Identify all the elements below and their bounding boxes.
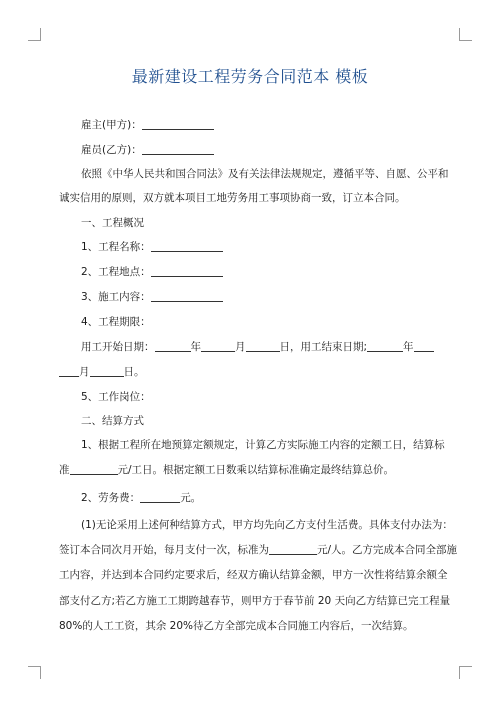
corner-mark-top-left	[28, 28, 41, 41]
settlement-text: 元/工日。根据定额工日数乘以结算标准确定最终结算总价。	[117, 464, 395, 476]
labor-fee-blank[interactable]	[140, 491, 180, 503]
day-label: 日	[279, 341, 290, 353]
period-start-label: 用工开始日期：	[81, 341, 155, 353]
section-2-heading: 二、结算方式	[81, 415, 144, 427]
payment-line-2	[59, 543, 458, 557]
employee-label: 雇员(乙方)：	[81, 144, 142, 156]
year-label-end: 年	[403, 341, 414, 353]
settlement-prefix: 准	[59, 464, 70, 476]
corner-mark-bottom-right	[459, 666, 472, 679]
intro-line-1: 依照《中华人民共和国合同法》及有关法律法规规定，遵循平等、自愿、公平和	[81, 168, 449, 180]
employer-blank[interactable]	[142, 118, 214, 130]
employee-blank[interactable]	[142, 143, 214, 155]
end-year-blank[interactable]	[367, 340, 403, 352]
employee-line	[81, 143, 443, 157]
period-line	[81, 340, 443, 354]
month-label-end: 月	[79, 366, 90, 378]
payment-line-2-b: 元/人。乙方完成本合同全部施	[317, 544, 458, 556]
section-1-heading: 一、工程概况	[81, 217, 144, 229]
employer-label: 雇主(甲方)：	[81, 119, 142, 131]
living-fee-blank[interactable]	[269, 543, 317, 555]
item-2-line	[81, 265, 443, 279]
payment-line-5: 80%的人工工资，其余 20%待乙方全部完成本合同施工内容后，一次结算。	[59, 620, 414, 632]
period-line-2	[59, 365, 443, 379]
end-day-blank[interactable]	[90, 365, 124, 377]
item-1-line	[81, 240, 443, 254]
item-4-label: 4、工程期限：	[81, 316, 151, 328]
employer-line	[81, 118, 443, 132]
settlement-rate-blank[interactable]	[70, 463, 118, 475]
payment-line-4: 部支付乙方;若乙方施工工期跨越春节，则甲方于春节前 20 天向乙方结算已完工程量	[59, 595, 451, 607]
item-3-line	[81, 290, 443, 304]
item-1-label: 1、工程名称：	[81, 241, 151, 253]
work-content-blank[interactable]	[151, 290, 223, 302]
end-month-blank-start[interactable]	[414, 340, 434, 352]
labor-fee-line	[81, 491, 443, 505]
corner-mark-top-right	[459, 28, 472, 41]
end-month-blank[interactable]	[59, 365, 79, 377]
yuan-label: 元。	[180, 492, 202, 504]
settlement-line-2	[59, 463, 443, 477]
month-label: 月	[235, 341, 246, 353]
payment-line-3: 工内容，并达到本合同约定要求后，经双方确认结算金额，甲方一次性将结算余额全	[59, 569, 448, 581]
start-month-blank[interactable]	[201, 340, 235, 352]
start-day-blank[interactable]	[246, 340, 280, 352]
labor-fee-label: 2、劳务费：	[81, 492, 141, 504]
year-label: 年	[190, 341, 201, 353]
item-2-label: 2、工程地点：	[81, 266, 151, 278]
project-name-blank[interactable]	[151, 240, 223, 252]
item-3-label: 3、施工内容：	[81, 291, 151, 303]
intro-line-2: 诚实信用的原则，双方就本项目工地劳务用工事项协商一致，订立本合同。	[59, 192, 406, 204]
payment-line-1: (1)无论采用上述何种结算方式，甲方均先向乙方支付生活费。具体支付办法为：	[81, 519, 453, 531]
start-year-blank[interactable]	[155, 340, 191, 352]
settlement-line-1: 1、根据工程所在地预算定额规定，计算乙方实际施工内容的定额工日，结算标	[81, 439, 445, 451]
document-title: 最新建设工程劳务合同范本 模板	[131, 67, 369, 86]
item-5-label: 5、工作岗位：	[81, 391, 151, 403]
project-location-blank[interactable]	[151, 265, 223, 277]
payment-line-2-a: 签订本合同次月开始，每月支付一次，标准为	[59, 544, 269, 556]
day-end-label: 日。	[123, 366, 145, 378]
period-end-label: ，用工结束日期;	[290, 341, 368, 353]
corner-mark-bottom-left	[28, 666, 41, 679]
